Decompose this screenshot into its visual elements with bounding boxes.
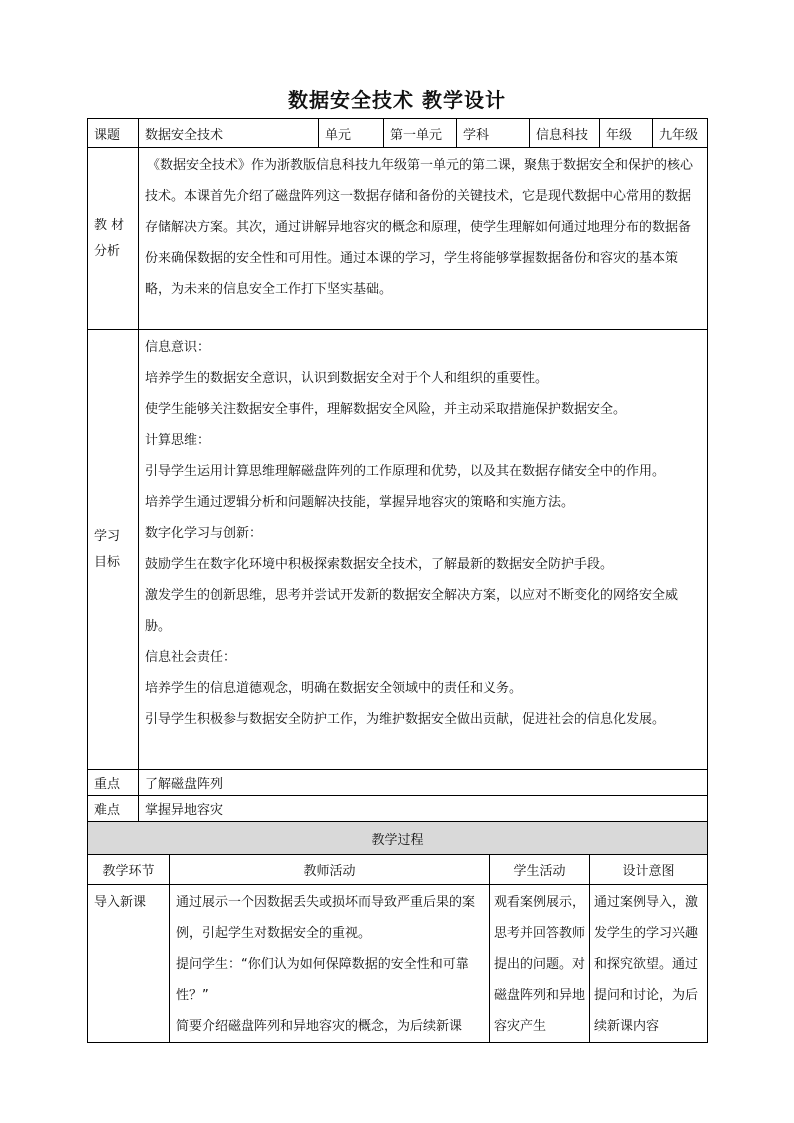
student-activity-text: 观看案例展示，思考并回答教师提出的问题。对磁盘阵列和异地容灾产生 xyxy=(494,895,586,1034)
difficulty-value: 掌握异地容灾 xyxy=(139,796,708,822)
header-row xyxy=(88,119,708,148)
objectives-row xyxy=(88,330,708,770)
difficulty-row xyxy=(88,796,708,822)
key-point-label: 重点 xyxy=(88,770,139,796)
objective-line: 数字化学习与创新： xyxy=(145,526,263,541)
material-label-line1: 教 材 xyxy=(94,217,125,233)
material-label-line2: 分析 xyxy=(94,243,121,259)
topic-value: 数据安全技术 xyxy=(139,119,319,148)
key-point-value: 了解磁盘阵列 xyxy=(139,770,708,796)
objective-line: 培养学生通过逻辑分析和问题解决技能，掌握异地容灾的策略和实施方法。 xyxy=(145,495,575,510)
teacher-activity-cell xyxy=(170,885,490,1043)
objective-line: 鼓励学生在数字化环境中积极探索数据安全技术，了解最新的数据安全防护手段。 xyxy=(145,557,614,572)
subject-value: 信息科技 xyxy=(530,119,600,148)
objective-line: 信息社会责任： xyxy=(145,650,237,665)
material-row xyxy=(88,148,708,330)
teacher-activity-line: 通过展示一个因数据丢失或损坏而导致严重后果的案例，引起学生对数据安全的重视。 xyxy=(176,895,476,941)
unit-label: 单元 xyxy=(319,119,384,148)
key-point-row xyxy=(88,770,708,796)
objective-line: 引导学生运用计算思维理解磁盘阵列的工作原理和优势，以及其在数据存储安全中的作用。 xyxy=(145,464,666,479)
process-heading-row xyxy=(88,822,708,855)
unit-value: 第一单元 xyxy=(384,119,457,148)
objective-line: 信息意识： xyxy=(145,340,211,355)
material-label xyxy=(88,148,139,330)
topic-label: 课题 xyxy=(88,119,139,148)
objective-line: 培养学生的数据安全意识，认识到数据安全对于个人和组织的重要性。 xyxy=(145,371,549,386)
teacher-activity-line: 简要介绍磁盘阵列和异地容灾的概念，为后续新课 xyxy=(176,1019,463,1034)
col-header-student: 学生活动 xyxy=(490,855,590,885)
objectives-text-cell xyxy=(139,330,708,770)
material-text: 《数据安全技术》作为浙教版信息科技九年级第一单元的第二课，聚焦于数据安全和保护的核心技术。本课首先介绍了磁盘阵列这一数据存储和备份的关键技术，它是现代数据中心常用的数据存储解决方案。其次，通过讲解异地容灾的概念和原理，使学生理解如何通过地理分布的数据备份来确保数据的安全性和可用性。通过本课的学习，学生将能够掌握数据备份和容灾的基本策略，为未来的信息安全工作打下坚实基础。 xyxy=(145,158,694,297)
col-header-teacher: 教师活动 xyxy=(170,855,490,885)
design-intent-cell xyxy=(590,885,708,1043)
student-activity-cell xyxy=(490,885,590,1043)
objective-line: 引导学生积极参与数据安全防护工作，为维护数据安全做出贡献，促进社会的信息化发展。 xyxy=(145,712,666,727)
objectives-label xyxy=(88,330,139,770)
stage-cell xyxy=(88,885,170,1043)
subject-label: 学科 xyxy=(457,119,530,148)
design-intent-text: 通过案例导入，激发学生的学习兴趣和探究欲望。通过提问和讨论，为后续新课内容 xyxy=(594,895,699,1034)
stage-text: 导入新课 xyxy=(94,895,147,910)
difficulty-label: 难点 xyxy=(88,796,139,822)
objectives-label-line1: 学习 xyxy=(94,528,121,544)
table-row xyxy=(88,885,708,1043)
objective-line: 使学生能够关注数据安全事件，理解数据安全风险，并主动采取措施保护数据安全。 xyxy=(145,402,627,417)
teaching-process-table xyxy=(87,821,708,1043)
page-title: 数据安全技术 教学设计 xyxy=(288,88,506,112)
col-header-intent: 设计意图 xyxy=(590,855,708,885)
material-text-cell xyxy=(139,148,708,330)
objectives-label-line2: 目标 xyxy=(94,554,121,570)
grade-label: 年级 xyxy=(600,119,653,148)
teacher-activity-line: 提问学生：“你们认为如何保障数据的安全性和可靠性？” xyxy=(176,957,469,1003)
objective-line: 计算思维： xyxy=(145,433,211,448)
objective-line: 培养学生的信息道德观念，明确在数据安全领域中的责任和义务。 xyxy=(145,681,523,696)
grade-value: 九年级 xyxy=(653,119,708,148)
objective-line: 激发学生的创新思维，思考并尝试开发新的数据安全解决方案，以应对不断变化的网络安全威胁。 xyxy=(145,588,679,634)
process-heading: 教学过程 xyxy=(88,822,708,855)
process-column-headers xyxy=(88,855,708,885)
lesson-info-table xyxy=(87,118,708,822)
col-header-stage: 教学环节 xyxy=(88,855,170,885)
